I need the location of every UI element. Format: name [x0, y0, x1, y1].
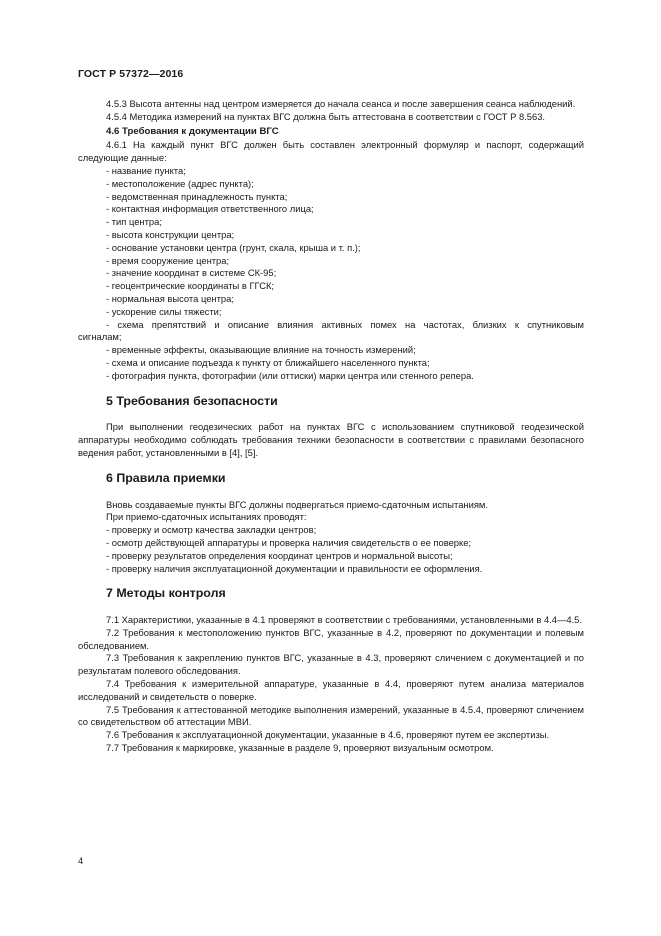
paragraph-7-2: 7.2 Требования к местоположению пунктов ВГС, указанные в 4.2, проверяют по документации и полевым обследованием. [78, 626, 584, 651]
list-item: - высота конструкции центра; [106, 228, 235, 240]
section-6-paragraph-2: При приемо-сдаточных испытаниях проводят: [106, 511, 307, 523]
list-item: - схема препятствий и описание влияния активных помех на частотах, близких к спутниковым [106, 318, 584, 330]
paragraph-7-6: 7.6 Требования к эксплуатационной документации, указанные в 4.6, проверяют путем ее экспертизы. [106, 729, 550, 741]
list-item: - фотография пункта, фотографии (или оттиски) марки центра или стенного репера. [106, 369, 474, 381]
list-item: - проверку результатов определения координат центров и нормальной высоты; [106, 549, 453, 561]
list-item: - ускорение силы тяжести; [106, 305, 222, 317]
paragraph-7-7: 7.7 Требования к маркировке, указанные в разделе 9, проверяют визуальным осмотром. [106, 742, 494, 754]
section-7-title: 7 Методы контроля [106, 586, 226, 601]
paragraph-4-5-4: 4.5.4 Методика измерений на пунктах ВГС должна быть аттестована в соответствии с ГОСТ Р 8.563. [106, 110, 546, 122]
section-5-title: 5 Требования безопасности [106, 393, 278, 408]
section-5-paragraph: При выполнении геодезических работ на пунктах ВГС с использованием спутниковой геодезической аппаратуры необходимо соблюдать требования техники безопасности в соответствии с правилами безопасного ведения работ, установленными в [4], [5]. [78, 421, 584, 458]
list-item: - время сооружение центра; [106, 254, 230, 266]
paragraph-4-6-1: 4.6.1 На каждый пункт ВГС должен быть составлен электронный формуляр и паспорт, содержащий следующие данные: [78, 139, 584, 164]
page-number: 4 [78, 855, 84, 866]
page-content [78, 98, 584, 755]
list-item: - название пункта; [106, 164, 186, 176]
list-item: - временные эффекты, оказывающие влияние на точность измерений; [106, 344, 416, 356]
paragraph-7-5: 7.5 Требования к аттестованной методике выполнения измерений, указанные в 4.5.4, проверяют сличением со свидетельством об аттестации МВИ. [78, 703, 584, 728]
document-code-header: ГОСТ Р 57372—2016 [78, 68, 184, 80]
paragraph-7-3: 7.3 Требования к закреплению пунктов ВГС, указанные в 4.3, проверяют сличением с документацией и по результатам полевого обследования. [78, 652, 584, 677]
list-item: - проверку и осмотр качества закладки центров; [106, 524, 317, 536]
section-6-paragraph-1: Вновь создаваемые пункты ВГС должны подвергаться приемо-сдаточным испытаниям. [106, 498, 488, 510]
list-item: - геоцентрические координаты в ГГСК; [106, 280, 275, 292]
list-item: - основание установки центра (грунт, скала, крыша и т. п.); [106, 241, 361, 253]
list-item: - контактная информация ответственного лица; [106, 203, 314, 215]
list-item: - тип центра; [106, 216, 162, 228]
list-item: - проверку наличия эксплуатационной документации и правильности ее оформления. [106, 562, 483, 574]
list-item: - схема и описание подъезда к пункту от ближайшего населенного пункта; [106, 356, 430, 368]
list-item-continuation: сигналам; [78, 331, 122, 343]
acceptance-tests-list [78, 524, 584, 575]
paragraph-7-1: 7.1 Характеристики, указанные в 4.1 проверяют в соответствии с требованиями, установленными в 4.4—4.5. [106, 614, 582, 626]
subsection-4-6-title: 4.6 Требования к документации ВГС [106, 125, 279, 137]
paragraph-7-4: 7.4 Требования к измерительной аппаратуре, указанные в 4.4, проверяют путем анализа материалов исследований и свидетельств о поверке. [78, 678, 584, 702]
list-item: - осмотр действующей аппаратуры и проверка наличия свидетельств о ее поверке; [106, 536, 472, 548]
section-6-title: 6 Правила приемки [106, 470, 226, 485]
paragraph-4-5-3: 4.5.3 Высота антенны над центром измеряется до начала сеанса и после завершения сеанса наблюдений. [106, 98, 576, 109]
list-item: - ведомственная принадлежность пункта; [106, 190, 288, 202]
list-item: - нормальная высота центра; [106, 292, 234, 304]
list-item: - местоположение (адрес пункта); [106, 177, 254, 189]
passport-data-list [78, 165, 584, 383]
list-item: - значение координат в системе СК-95; [106, 267, 277, 279]
